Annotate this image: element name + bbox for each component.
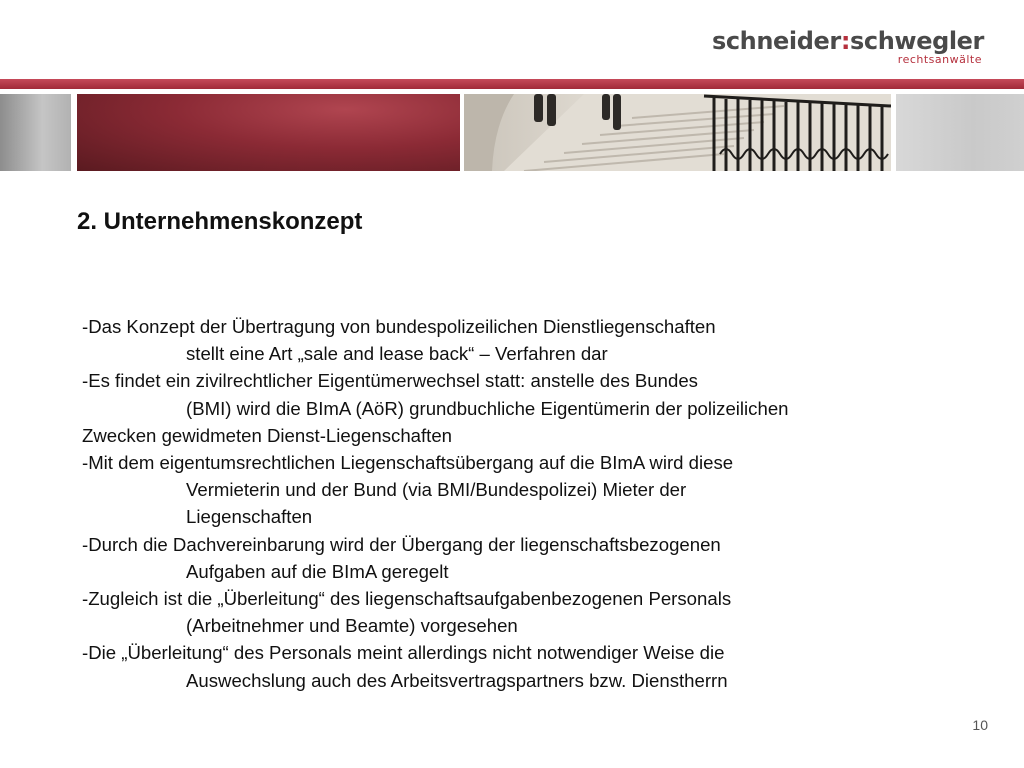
body-line: -Mit dem eigentumsrechtlichen Liegenschaftsübergang auf die BImA wird diese bbox=[82, 452, 734, 474]
header-staircase-photo bbox=[464, 94, 891, 171]
body-line: -Die „Überleitung“ des Personals meint allerdings nicht notwendiger Weise die bbox=[82, 642, 725, 664]
logo-name-right: schwegler bbox=[850, 27, 984, 55]
body-line: -Durch die Dachvereinbarung wird der Übergang der liegenschaftsbezogenen bbox=[82, 533, 721, 555]
staircase-image bbox=[464, 94, 891, 171]
body-line: Aufgaben auf die BImA geregelt bbox=[186, 560, 449, 582]
body-line: -Es findet ein zivilrechtlicher Eigentümerwechsel statt: anstelle des Bundes bbox=[82, 370, 698, 392]
logo-wordmark bbox=[712, 28, 984, 54]
slide-body bbox=[82, 313, 962, 694]
body-line: Auswechslung auch des Arbeitsvertragspartners bzw. Dienstherrn bbox=[186, 669, 728, 691]
logo-name-left: schneider bbox=[711, 27, 841, 55]
body-line: -Zugleich ist die „Überleitung“ des liegenschaftsaufgabenbezogenen Personals bbox=[82, 588, 732, 610]
header-red-bar bbox=[0, 79, 1024, 89]
body-line: (Arbeitnehmer und Beamte) vorgesehen bbox=[186, 615, 518, 637]
body-line: Vermieterin und der Bund (via BMI/Bundespolizei) Mieter der bbox=[186, 479, 687, 501]
body-line: -Das Konzept der Übertragung von bundespolizeilichen Dienstliegenschaften bbox=[82, 316, 716, 337]
body-line: Liegenschaften bbox=[186, 506, 313, 528]
logo-separator: : bbox=[840, 27, 851, 55]
header-gray-block-right bbox=[896, 94, 1024, 171]
logo bbox=[712, 28, 984, 66]
body-line: Zwecken gewidmeten Dienst-Liegenschaften bbox=[82, 424, 453, 446]
page-number: 10 bbox=[972, 717, 988, 733]
body-line: stellt eine Art „sale and lease back“ – Verfahren dar bbox=[186, 343, 608, 365]
logo-tagline: rechtsanwälte bbox=[897, 53, 982, 66]
body-line: (BMI) wird die BImA (AöR) grundbuchliche Eigentümerin der polizeilichen bbox=[186, 397, 789, 419]
header-gray-block-left bbox=[0, 94, 71, 171]
header-red-block bbox=[77, 94, 460, 171]
slide-title: 2. Unternehmenskonzept bbox=[77, 208, 363, 235]
